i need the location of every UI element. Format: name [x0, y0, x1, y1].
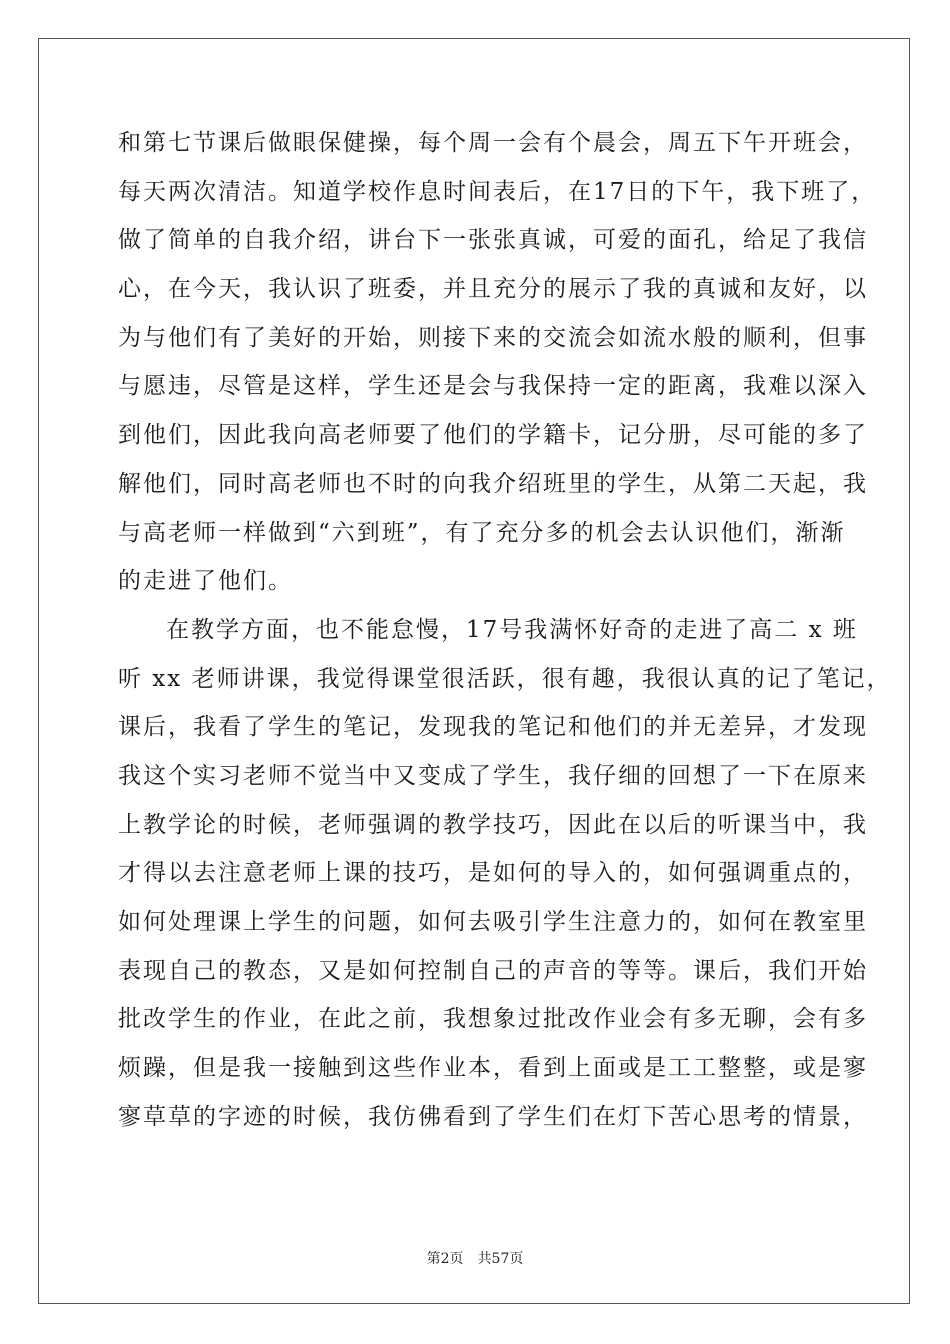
text-line: 课后，我看了学生的笔记，发现我的笔记和他们的并无差异，才发现	[118, 714, 868, 741]
text-line: 做了简单的自我介绍，讲台下一张张真诚，可爱的面孔，给足了我信	[118, 227, 868, 254]
text-line: 寥草草的字迹的时候，我仿佛看到了学生们在灯下苦心思考的情景，	[118, 1103, 868, 1130]
document-body	[118, 128, 892, 1150]
text-line: 与高老师一样做到“六到班”，有了充分多的机会去认识他们，渐渐	[118, 519, 846, 546]
text-line: 批改学生的作业，在此之前，我想象过批改作业会有多无聊，会有多	[118, 1006, 868, 1033]
text-line: 每天两次清洁。知道学校作息时间表后，在17日的下午，我下班了，	[118, 178, 877, 205]
text-line: 的走进了他们。	[118, 568, 293, 595]
text-line: 听 xx 老师讲课，我觉得课堂很活跃，很有趣，我很认真的记了笔记，	[118, 665, 892, 692]
page-number: 第2页	[426, 1251, 464, 1267]
text-line: 表现自己的教态，又是如何控制自己的声音的等等。课后，我们开始	[118, 957, 868, 984]
page-footer	[0, 1248, 950, 1268]
text-line: 在教学方面，也不能怠慢，17号我满怀好奇的走进了高二 x 班	[166, 616, 858, 643]
text-line: 解他们，同时高老师也不时的向我介绍班里的学生，从第二天起，我	[118, 470, 868, 497]
text-line: 上教学论的时候，老师强调的教学技巧，因此在以后的听课当中，我	[118, 811, 868, 838]
text-line: 才得以去注意老师上课的技巧，是如何的导入的，如何强调重点的，	[118, 860, 868, 887]
text-line: 与愿违，尽管是这样，学生还是会与我保持一定的距离，我难以深入	[118, 373, 868, 400]
text-line: 我这个实习老师不觉当中又变成了学生，我仔细的回想了一下在原来	[118, 762, 868, 789]
text-line: 心，在今天，我认识了班委，并且充分的展示了我的真诚和友好，以	[118, 276, 868, 303]
text-line: 为与他们有了美好的开始，则接下来的交流会如流水般的顺利，但事	[118, 324, 868, 351]
text-line: 和第七节课后做眼保健操，每个周一会有个晨会，周五下午开班会，	[118, 130, 868, 156]
text-line: 到他们，因此我向高老师要了他们的学籍卡，记分册，尽可能的多了	[118, 422, 868, 449]
text-line: 如何处理课上学生的问题，如何去吸引学生注意力的，如何在教室里	[118, 909, 868, 935]
text-line: 烦躁，但是我一接触到这些作业本，看到上面或是工工整整，或是寥	[118, 1055, 868, 1082]
page-total: 共57页	[477, 1251, 524, 1267]
